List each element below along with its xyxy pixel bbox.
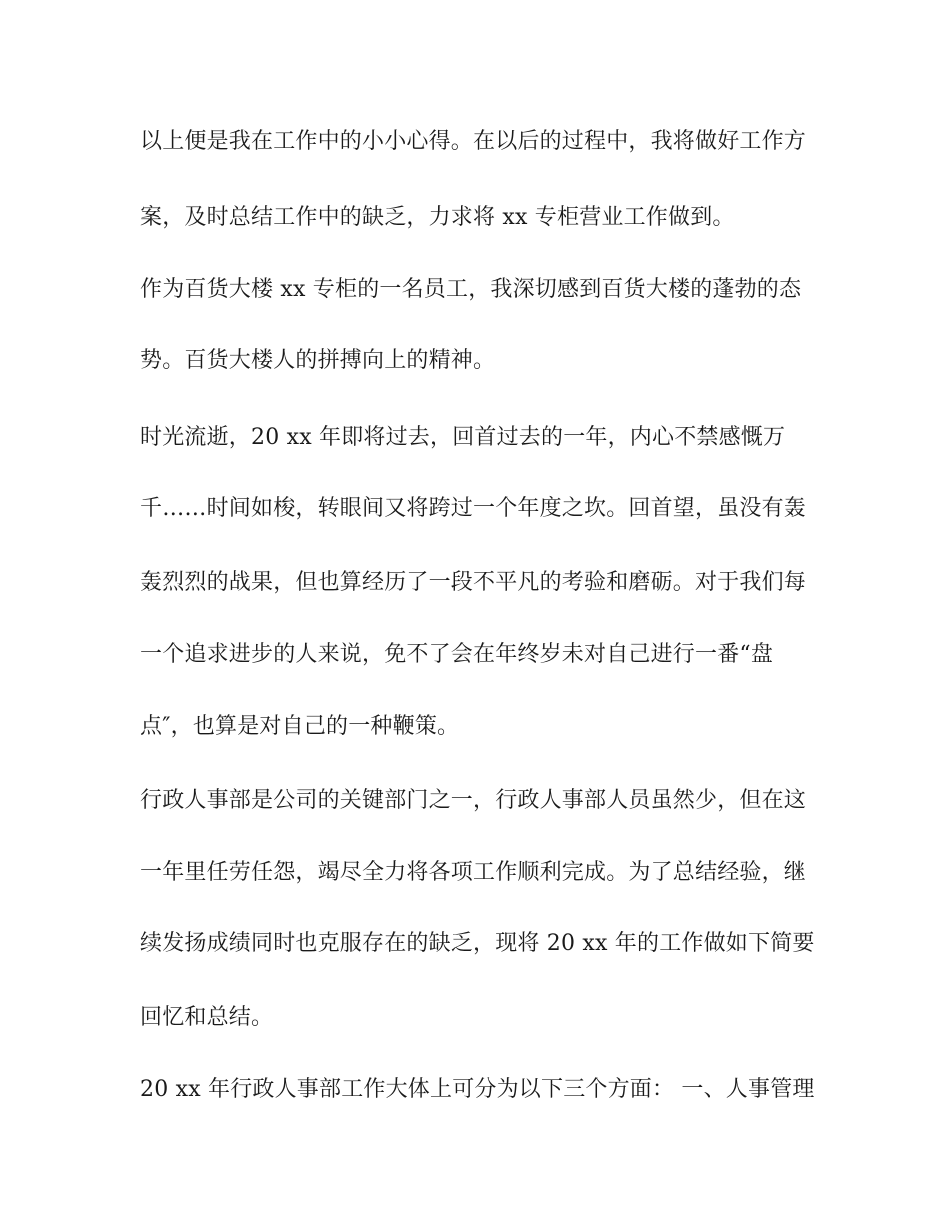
- text-line: 20 xx 年行政人事部工作大体上可分为以下三个方面： 一、人事管理: [140, 1077, 815, 1102]
- text-line: 点″，也算是对自己的一种鞭策。: [140, 714, 460, 739]
- text-line: 千……时间如梭，转眼间又将跨过一个年度之坎。回首望，虽没有轰: [140, 496, 807, 521]
- text-line: 势。百货大楼人的拼搏向上的精神。: [140, 348, 496, 373]
- text-line: 一个追求进步的人来说，免不了会在年终岁未对自己进行一番“盘: [140, 642, 774, 667]
- text-line: 时光流逝，20 xx 年即将过去，回首过去的一年，内心不禁感慨万: [140, 425, 786, 450]
- text-line: 一年里任劳任怨，竭尽全力将各项工作顺利完成。为了总结经验，继: [140, 860, 807, 885]
- text-line: 轰烈烈的战果，但也算经历了一段不平凡的考验和磨砺。对于我们每: [140, 570, 807, 595]
- text-line: 行政人事部是公司的关键部门之一，行政人事部人员虽然少，但在这: [140, 788, 807, 813]
- text-line: 续发扬成绩同时也克服存在的缺乏，现将 20 xx 年的工作做如下简要: [140, 931, 815, 956]
- text-line: 回忆和总结。: [140, 1005, 274, 1030]
- text-line: 案，及时总结工作中的缺乏，力求将 xx 专柜营业工作做到。: [140, 205, 735, 230]
- text-line: 以上便是我在工作中的小小心得。在以后的过程中，我将做好工作方: [140, 129, 807, 154]
- text-line: 作为百货大楼 xx 专柜的一名员工，我深切感到百货大楼的蓬勃的态: [140, 277, 802, 302]
